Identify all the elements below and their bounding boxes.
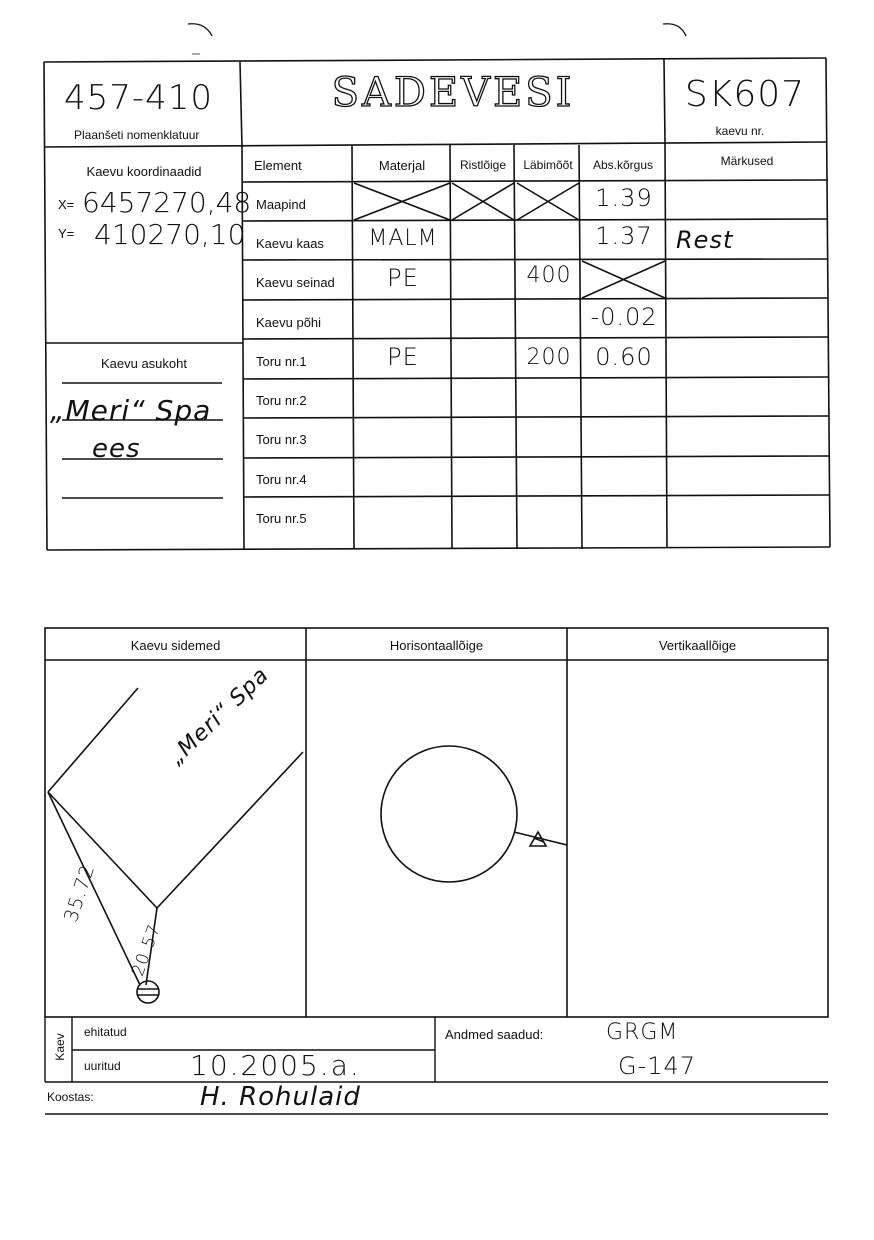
- sketch-header-vertical: Vertikaallõige: [658, 638, 737, 653]
- cell-abs-pipe1: 0.60: [595, 343, 653, 371]
- sketch-header-horizontal: Horisontaallõige: [389, 638, 484, 653]
- row-element-1: Kaevu kaas: [256, 236, 324, 251]
- y-value: 410270,10: [94, 218, 246, 251]
- footer-side-label: Kaev: [53, 1033, 67, 1061]
- row-element-7: Toru nr.4: [256, 472, 307, 487]
- sheet-caption: Plaanšeti nomenklatuur: [74, 128, 200, 142]
- well-number: SK607: [684, 74, 806, 115]
- row-element-0: Maapind: [256, 197, 306, 212]
- prepared-value: H. Rohulaid: [200, 1082, 361, 1112]
- data-source-label: Andmed saadud:: [445, 1027, 544, 1042]
- data-source-value-1: GRGM: [606, 1020, 679, 1045]
- surveyed-label: uuritud: [84, 1059, 121, 1073]
- cell-material-lid: MALM: [368, 226, 438, 251]
- row-element-4: Toru nr.1: [256, 354, 307, 369]
- surveyed-value: 10.2005.a.: [190, 1049, 361, 1082]
- cell-diameter-walls: 400: [526, 263, 572, 288]
- cell-material-pipe1: PE: [387, 343, 419, 371]
- cell-diameter-pipe1: 200: [526, 345, 572, 370]
- well-number-caption: kaevu nr.: [715, 124, 765, 138]
- tie-distance-2: 20.57: [128, 921, 166, 979]
- built-label: ehitatud: [84, 1025, 127, 1039]
- cell-abs-ground: 1.39: [595, 184, 653, 212]
- location-line1: „Meri“ Spa: [50, 394, 212, 427]
- row-element-8: Toru nr.5: [256, 511, 307, 526]
- cell-abs-bottom: -0.02: [590, 303, 658, 331]
- location-caption: Kaevu asukoht: [100, 356, 187, 371]
- data-source-value-2: G-147: [618, 1052, 697, 1080]
- location-line2: ees: [92, 434, 141, 464]
- tie-distance-1: 35.72: [60, 861, 100, 925]
- coordinates-caption: Kaevu koordinaadid: [86, 164, 202, 179]
- cell-abs-lid: 1.37: [595, 222, 653, 250]
- header-cross-section: Ristlõige: [459, 158, 507, 172]
- x-value: 6457270,48: [82, 186, 252, 219]
- header-material: Materjal: [378, 158, 426, 173]
- row-element-3: Kaevu põhi: [256, 315, 322, 330]
- x-label: X=: [58, 197, 75, 212]
- header-abs-height: Abs.kõrgus: [592, 158, 654, 172]
- sketch-header-ties: Kaevu sidemed: [130, 638, 221, 653]
- header-notes: Märkused: [720, 154, 774, 168]
- sheet-code: 457-410: [64, 78, 214, 118]
- ties-label: „Meri“ Spa: [164, 662, 275, 770]
- row-element-5: Toru nr.2: [256, 393, 307, 408]
- form-title: SADEVESI: [331, 70, 575, 116]
- cell-material-walls: PE: [387, 264, 419, 292]
- prepared-label: Koostas:: [47, 1090, 94, 1104]
- header-diameter: Läbimõõt: [523, 158, 573, 172]
- header-element: Element: [254, 158, 302, 173]
- y-label: Y=: [58, 226, 75, 241]
- row-element-6: Toru nr.3: [256, 432, 307, 447]
- row-element-2: Kaevu seinad: [256, 275, 335, 290]
- cell-notes-lid: Rest: [676, 226, 734, 254]
